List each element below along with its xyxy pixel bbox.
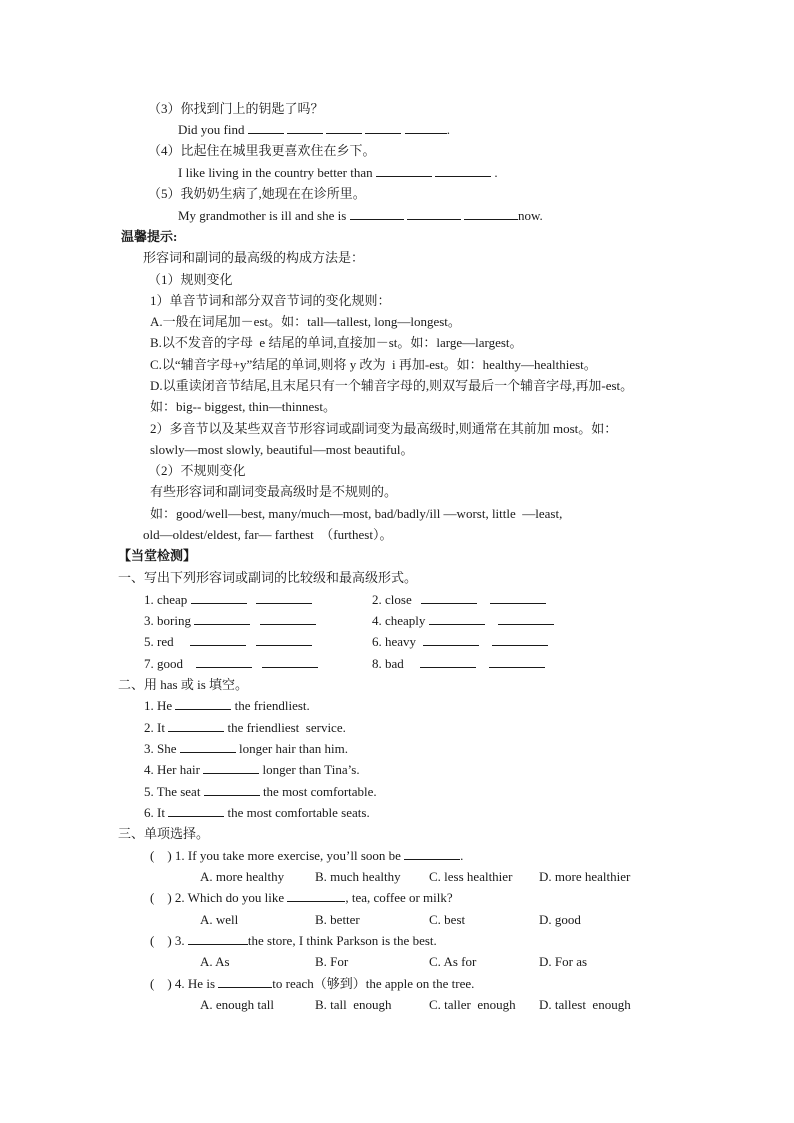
section3-option: C. best (429, 912, 466, 927)
tips-heading: 温馨提示: (121, 229, 178, 244)
section3-option: C. less healthier (429, 869, 513, 884)
section3-option: B. much healthy (315, 869, 401, 884)
section1-item: 8. bad (372, 656, 545, 672)
section2-item: 6. It the most comfortable seats. (144, 805, 370, 820)
tips-rule2: 2）多音节以及某些双音节形容词或副词变为最高级时,则通常在其前加 most。如： (150, 421, 618, 436)
section3-question: ( ) 3. the store, I think Parkson is the best. (150, 933, 437, 948)
section2-item: 1. He the friendliest. (144, 698, 310, 713)
section3-option: C. As for (429, 954, 477, 969)
section3-question: ( ) 2. Which do you like , tea, coffee or milk? (150, 890, 453, 905)
section2-item: 4. Her hair longer than Tina’s. (144, 762, 360, 777)
tips-rule1: 1）单音节词和部分双音节词的变化规则： (150, 293, 391, 308)
section2-item: 5. The seat the most comfortable. (144, 784, 377, 799)
tips-rule-d: D.以重读闭音节结尾,且末尾只有一个辅音字母的,则双写最后一个辅音字母,再加-est。 (150, 378, 634, 393)
tips-regular: （1）规则变化 (148, 272, 233, 287)
section3-option: B. For (315, 954, 349, 969)
section3-option: D. good (539, 912, 581, 927)
tips-intro: 形容词和副词的最高级的构成方法是： (143, 250, 365, 265)
section2-title: 二、用 has 或 is 填空。 (118, 677, 249, 692)
section1-item: 1. cheap (144, 592, 312, 608)
section3-option: A. enough tall (200, 997, 275, 1012)
q4-chinese: （4）比起住在城里我更喜欢住在乡下。 (148, 143, 376, 158)
section3-question: ( ) 1. If you take more exercise, you’ll soon be . (150, 848, 464, 863)
section3-option: A. well (200, 912, 239, 927)
section3-option: C. taller enough (429, 997, 516, 1012)
tips-irregular-example-2: old—oldest/eldest, far— farthest （furthest）。 (143, 527, 393, 542)
section1-item: 2. close (372, 592, 546, 608)
section1-item: 7. good (144, 656, 318, 672)
q3-chinese: （3）你找到门上的钥匙了吗？ (148, 101, 324, 116)
section2-item: 2. It the friendliest service. (144, 720, 346, 735)
section1-item: 5. red (144, 634, 312, 650)
section3-option: A. As (200, 954, 230, 969)
section3-option: B. better (315, 912, 360, 927)
tips-rule2-example: slowly—most slowly, beautiful—most beautiful。 (150, 442, 414, 457)
q3-english: Did you find . (178, 122, 450, 137)
tips-irregular-desc: 有些形容词和副词变最高级时是不规则的。 (150, 484, 398, 499)
q4-english: I like living in the country better than . (178, 165, 498, 180)
section1-item: 4. cheaply (372, 613, 554, 629)
section1-item: 3. boring (144, 613, 316, 629)
tips-irregular-example-1: 如：good/well—best, many/much—most, bad/badly/ill —worst, little —least, (150, 506, 563, 521)
section2-item: 3. She longer hair than him. (144, 741, 349, 756)
tips-irregular: （2）不规则变化 (148, 463, 246, 478)
section3-question: ( ) 4. He is to reach（够到）the apple on the tree. (150, 976, 475, 991)
tips-rule-a: A.一般在词尾加－est。如：tall—tallest, long—longest。 (150, 314, 461, 329)
tips-rule-c: C.以“辅音字母+y”结尾的单词,则将 y 改为 i 再加-est。如：healthy—healthiest。 (150, 357, 597, 372)
check-heading: 【当堂检测】 (118, 548, 197, 563)
section3-option: A. more healthy (200, 869, 285, 884)
section1-item: 6. heavy (372, 634, 548, 650)
tips-rule-d-example: 如：big-- biggest, thin—thinnest。 (150, 399, 336, 414)
section3-option: D. For as (539, 954, 588, 969)
section3-title: 三、单项选择。 (118, 826, 210, 841)
q5-chinese: （5）我奶奶生病了,她现在在诊所里。 (148, 186, 366, 201)
section1-title: 一、写出下列形容词或副词的比较级和最高级形式。 (118, 570, 418, 585)
section3-option: D. tallest enough (539, 997, 631, 1012)
q5-english: My grandmother is ill and she is now. (178, 208, 543, 223)
section3-option: D. more healthier (539, 869, 631, 884)
section3-option: B. tall enough (315, 997, 392, 1012)
tips-rule-b: B.以不发音的字母 e 结尾的单词,直接加－st。如：large—largest。 (150, 335, 523, 350)
